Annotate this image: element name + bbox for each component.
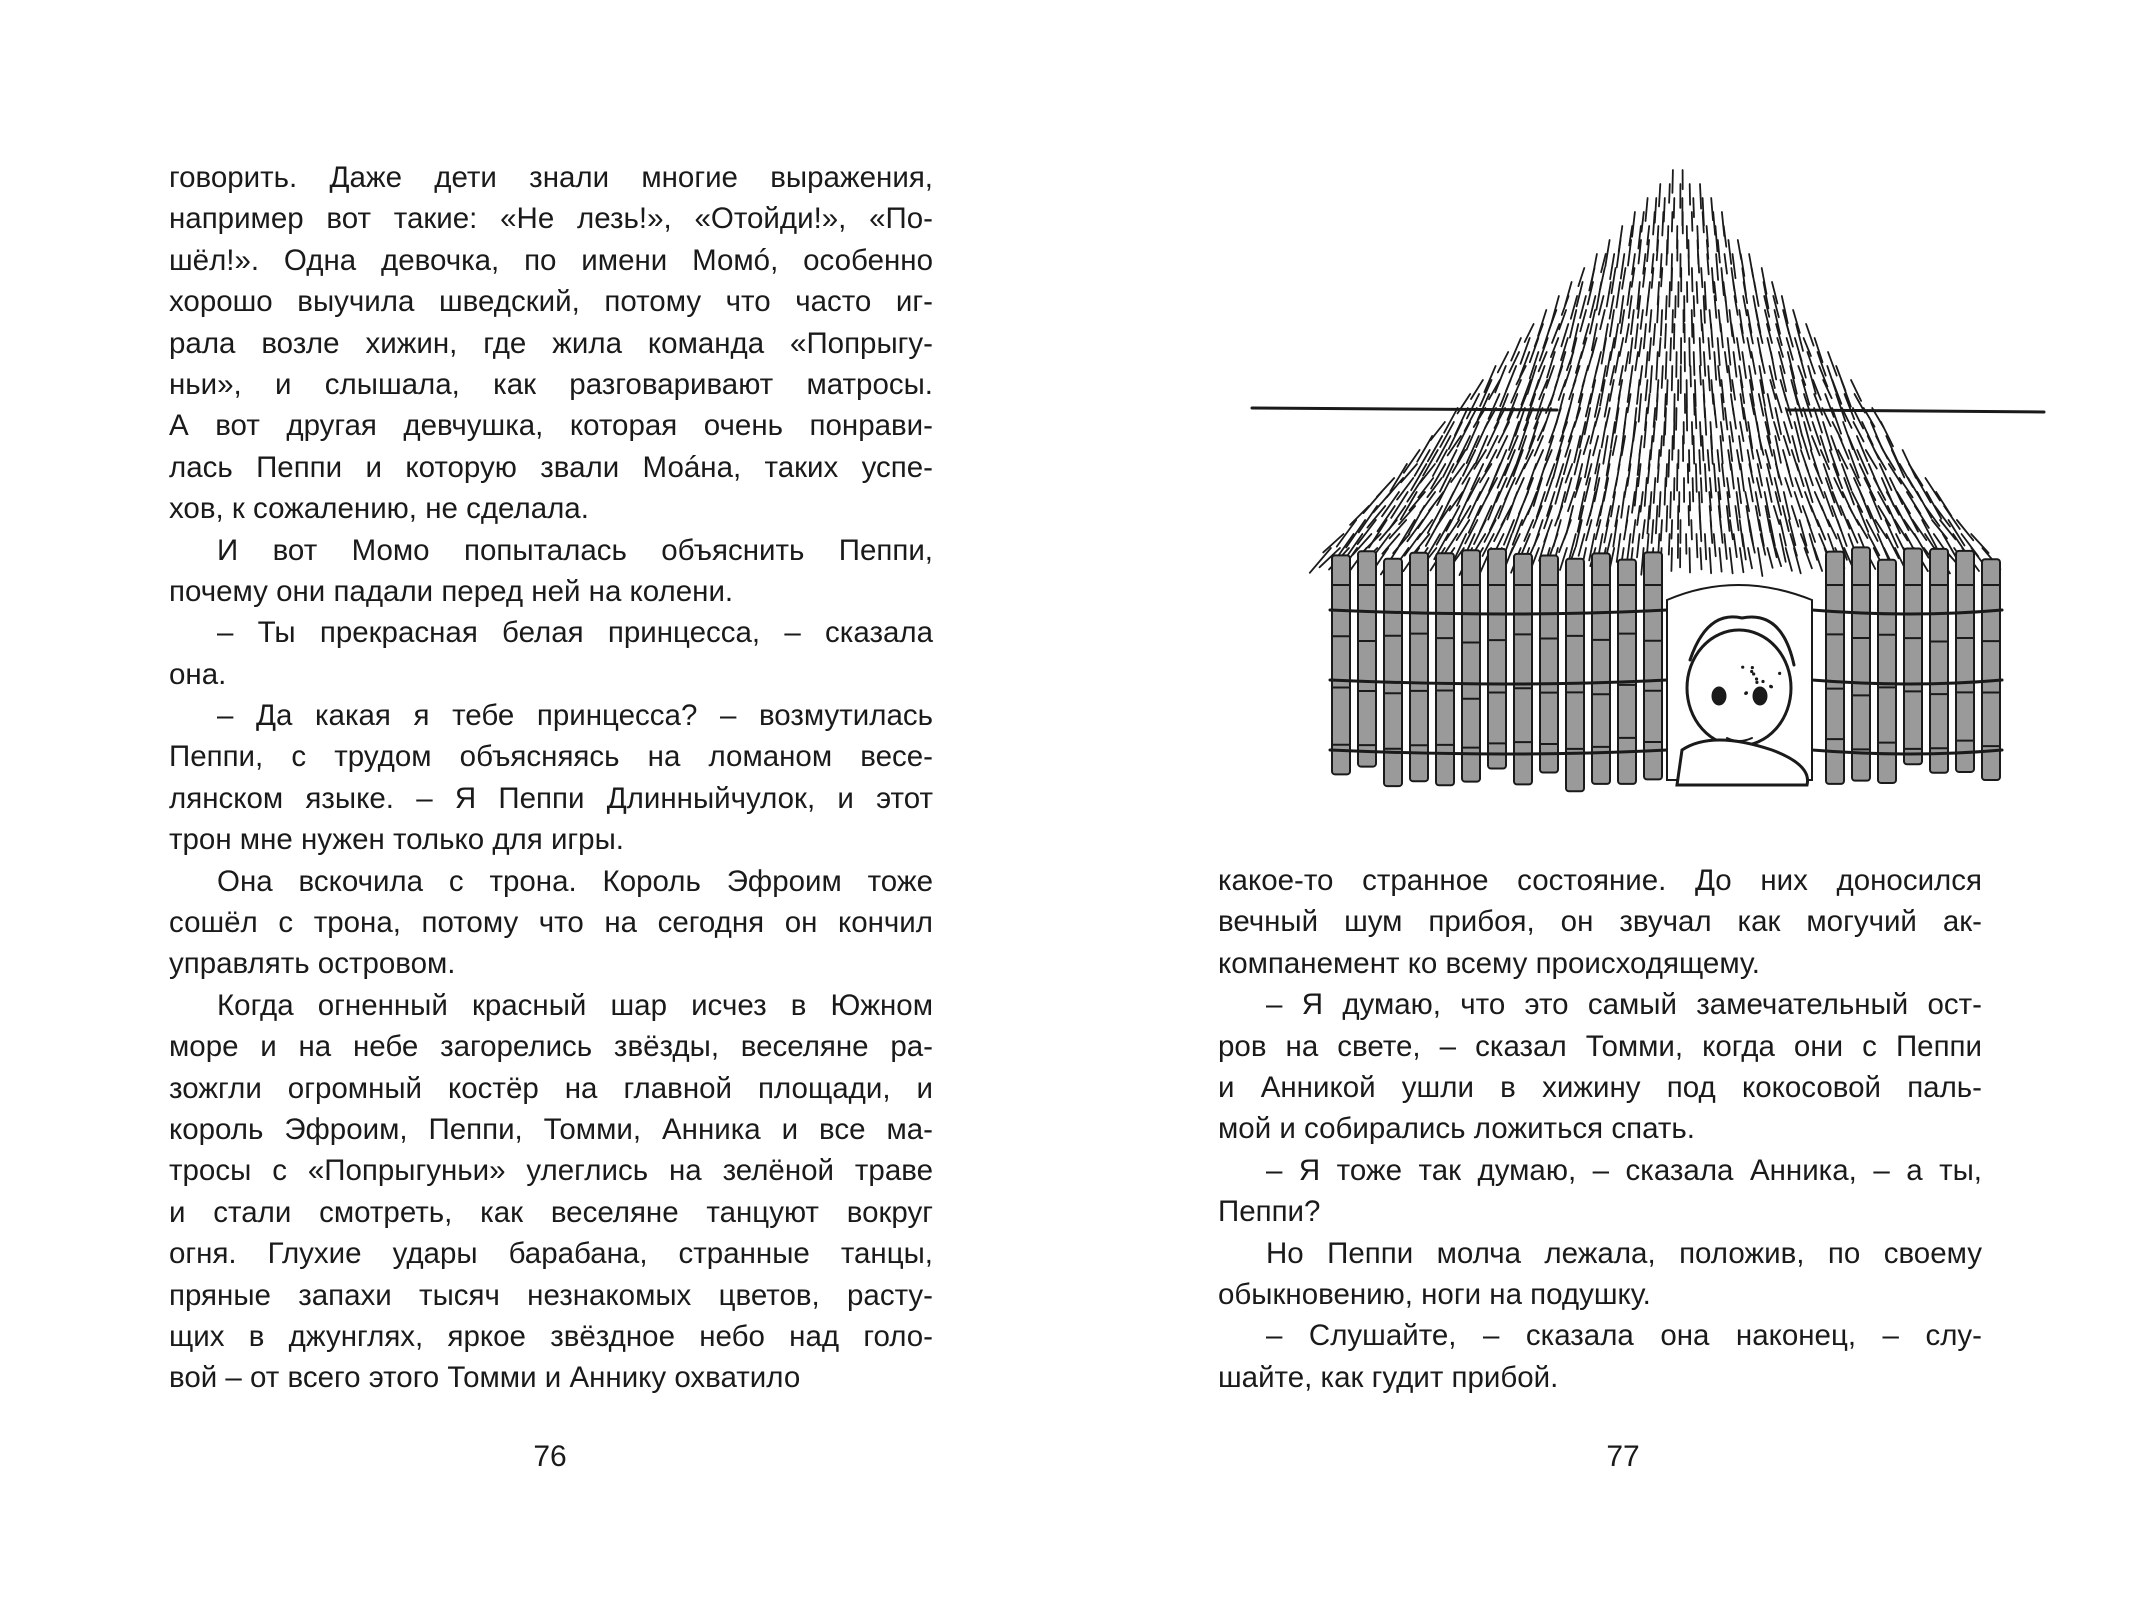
text-line: говорить. Даже дети знали многие выражения, [169,161,933,194]
text-line: почему они падали перед ней на колени. [169,574,734,608]
paragraph [169,985,933,1399]
text-line: компанемент ко всему происходящему. [1218,946,1760,980]
paragraph [169,695,933,861]
text-line: рала возле хижин, где жила команда «Попрыгу- [169,326,933,360]
text-line: тросы с «Попрыгуньи» улеглись на зелёной траве [169,1154,933,1188]
text-line: море и на небе загорелись звёзды, веселяне ра- [169,1030,933,1064]
hut-with-child-illustration [1212,140,2052,820]
paragraph [1218,1233,1982,1316]
text-line: ньи», и слышала, как разговаривают матросы. [169,367,933,401]
text-line: хов, к сожалению, не сделала. [169,492,589,526]
text-line: Пеппи, с трудом объясняясь на ломаном весе- [169,740,933,774]
text-line: Пеппи? [1218,1195,1321,1229]
text-line: Когда огненный красный шар исчез в Южном [217,988,933,1022]
text-line: и Анникой ушли в хижину под кокосовой паль- [1218,1070,1982,1104]
page-number-right: 77 [1606,1440,1640,1473]
text-line: хорошо выучила шведский, потому что часто иг- [169,285,933,319]
text-line: мой и собирались ложиться спать. [1218,1112,1695,1146]
text-line: И вот Момо попыталась объяснить Пеппи, [217,533,933,567]
text-line: лась Пеппи и которую звали Моáна, таких успе- [169,450,933,484]
paragraph [169,612,933,695]
text-line: например вот такие: «Не лезь!», «Отойди!», «По- [169,202,933,236]
text-line: управлять островом. [169,947,456,981]
paragraph [169,861,933,985]
paragraph [1218,1150,1982,1233]
text-line: и стали смотреть, как веселяне танцуют вокруг [169,1195,933,1229]
text-line: сошёл с трона, потому что на сегодня он кончил [169,906,933,940]
text-line: зожгли огромный костёр на главной площади, и [169,1071,933,1105]
paragraph [169,530,933,613]
text-line: какое-то странное состояние. До них доносился [1218,864,1982,897]
page-number-left: 76 [533,1440,567,1473]
text-line: ров на свете, – сказал Томми, когда они с Пеппи [1218,1029,1982,1063]
text-line: она. [169,657,227,691]
text-line: – Я думаю, что это самый замечательный ост- [1266,988,1982,1022]
text-line: трон мне нужен только для игры. [169,823,624,857]
text-line: – Да какая я тебе принцесса? – возмутилась [217,699,933,733]
text-line: пряные запахи тысяч незнакомых цветов, расту- [169,1278,933,1312]
right-page [1067,0,2134,1600]
text-line: – Ты прекрасная белая принцесса, – сказала [217,616,933,650]
text-line: обыкновению, ноги на подушку. [1218,1277,1651,1311]
text-line: шёл!». Одна девочка, по имени Момó, особенно [169,243,933,277]
paragraph [169,157,933,530]
text-line: король Эфроим, Пеппи, Томми, Анника и все ма- [169,1112,933,1146]
left-page-text [169,157,933,1399]
paragraph [1218,1315,1982,1398]
right-page-text [1218,860,1982,1398]
paragraph [1218,984,1982,1150]
text-line: огня. Глухие удары барабана, странные танцы, [169,1237,933,1271]
paragraph [1218,860,1982,984]
text-line: шайте, как гудит прибой. [1218,1360,1559,1394]
text-line: вечный шум прибоя, он звучал как могучий ак- [1218,905,1982,939]
text-line: – Слушайте, – сказала она наконец, – слу- [1266,1319,1982,1353]
text-line: щих в джунглях, яркое звёздное небо над голо- [169,1319,933,1353]
text-line: А вот другая девчушка, которая очень понрави- [169,409,933,443]
text-line: вой – от всего этого Томми и Аннику охватило [169,1361,801,1395]
text-line: лянском языке. – Я Пеппи Длинныйчулок, и этот [169,781,933,815]
text-line: Но Пеппи молча лежала, положив, по своему [1266,1236,1982,1270]
text-line: Она вскочила с трона. Король Эфроим тоже [217,864,933,898]
text-line: – Я тоже так думаю, – сказала Анника, – а ты, [1266,1153,1982,1187]
